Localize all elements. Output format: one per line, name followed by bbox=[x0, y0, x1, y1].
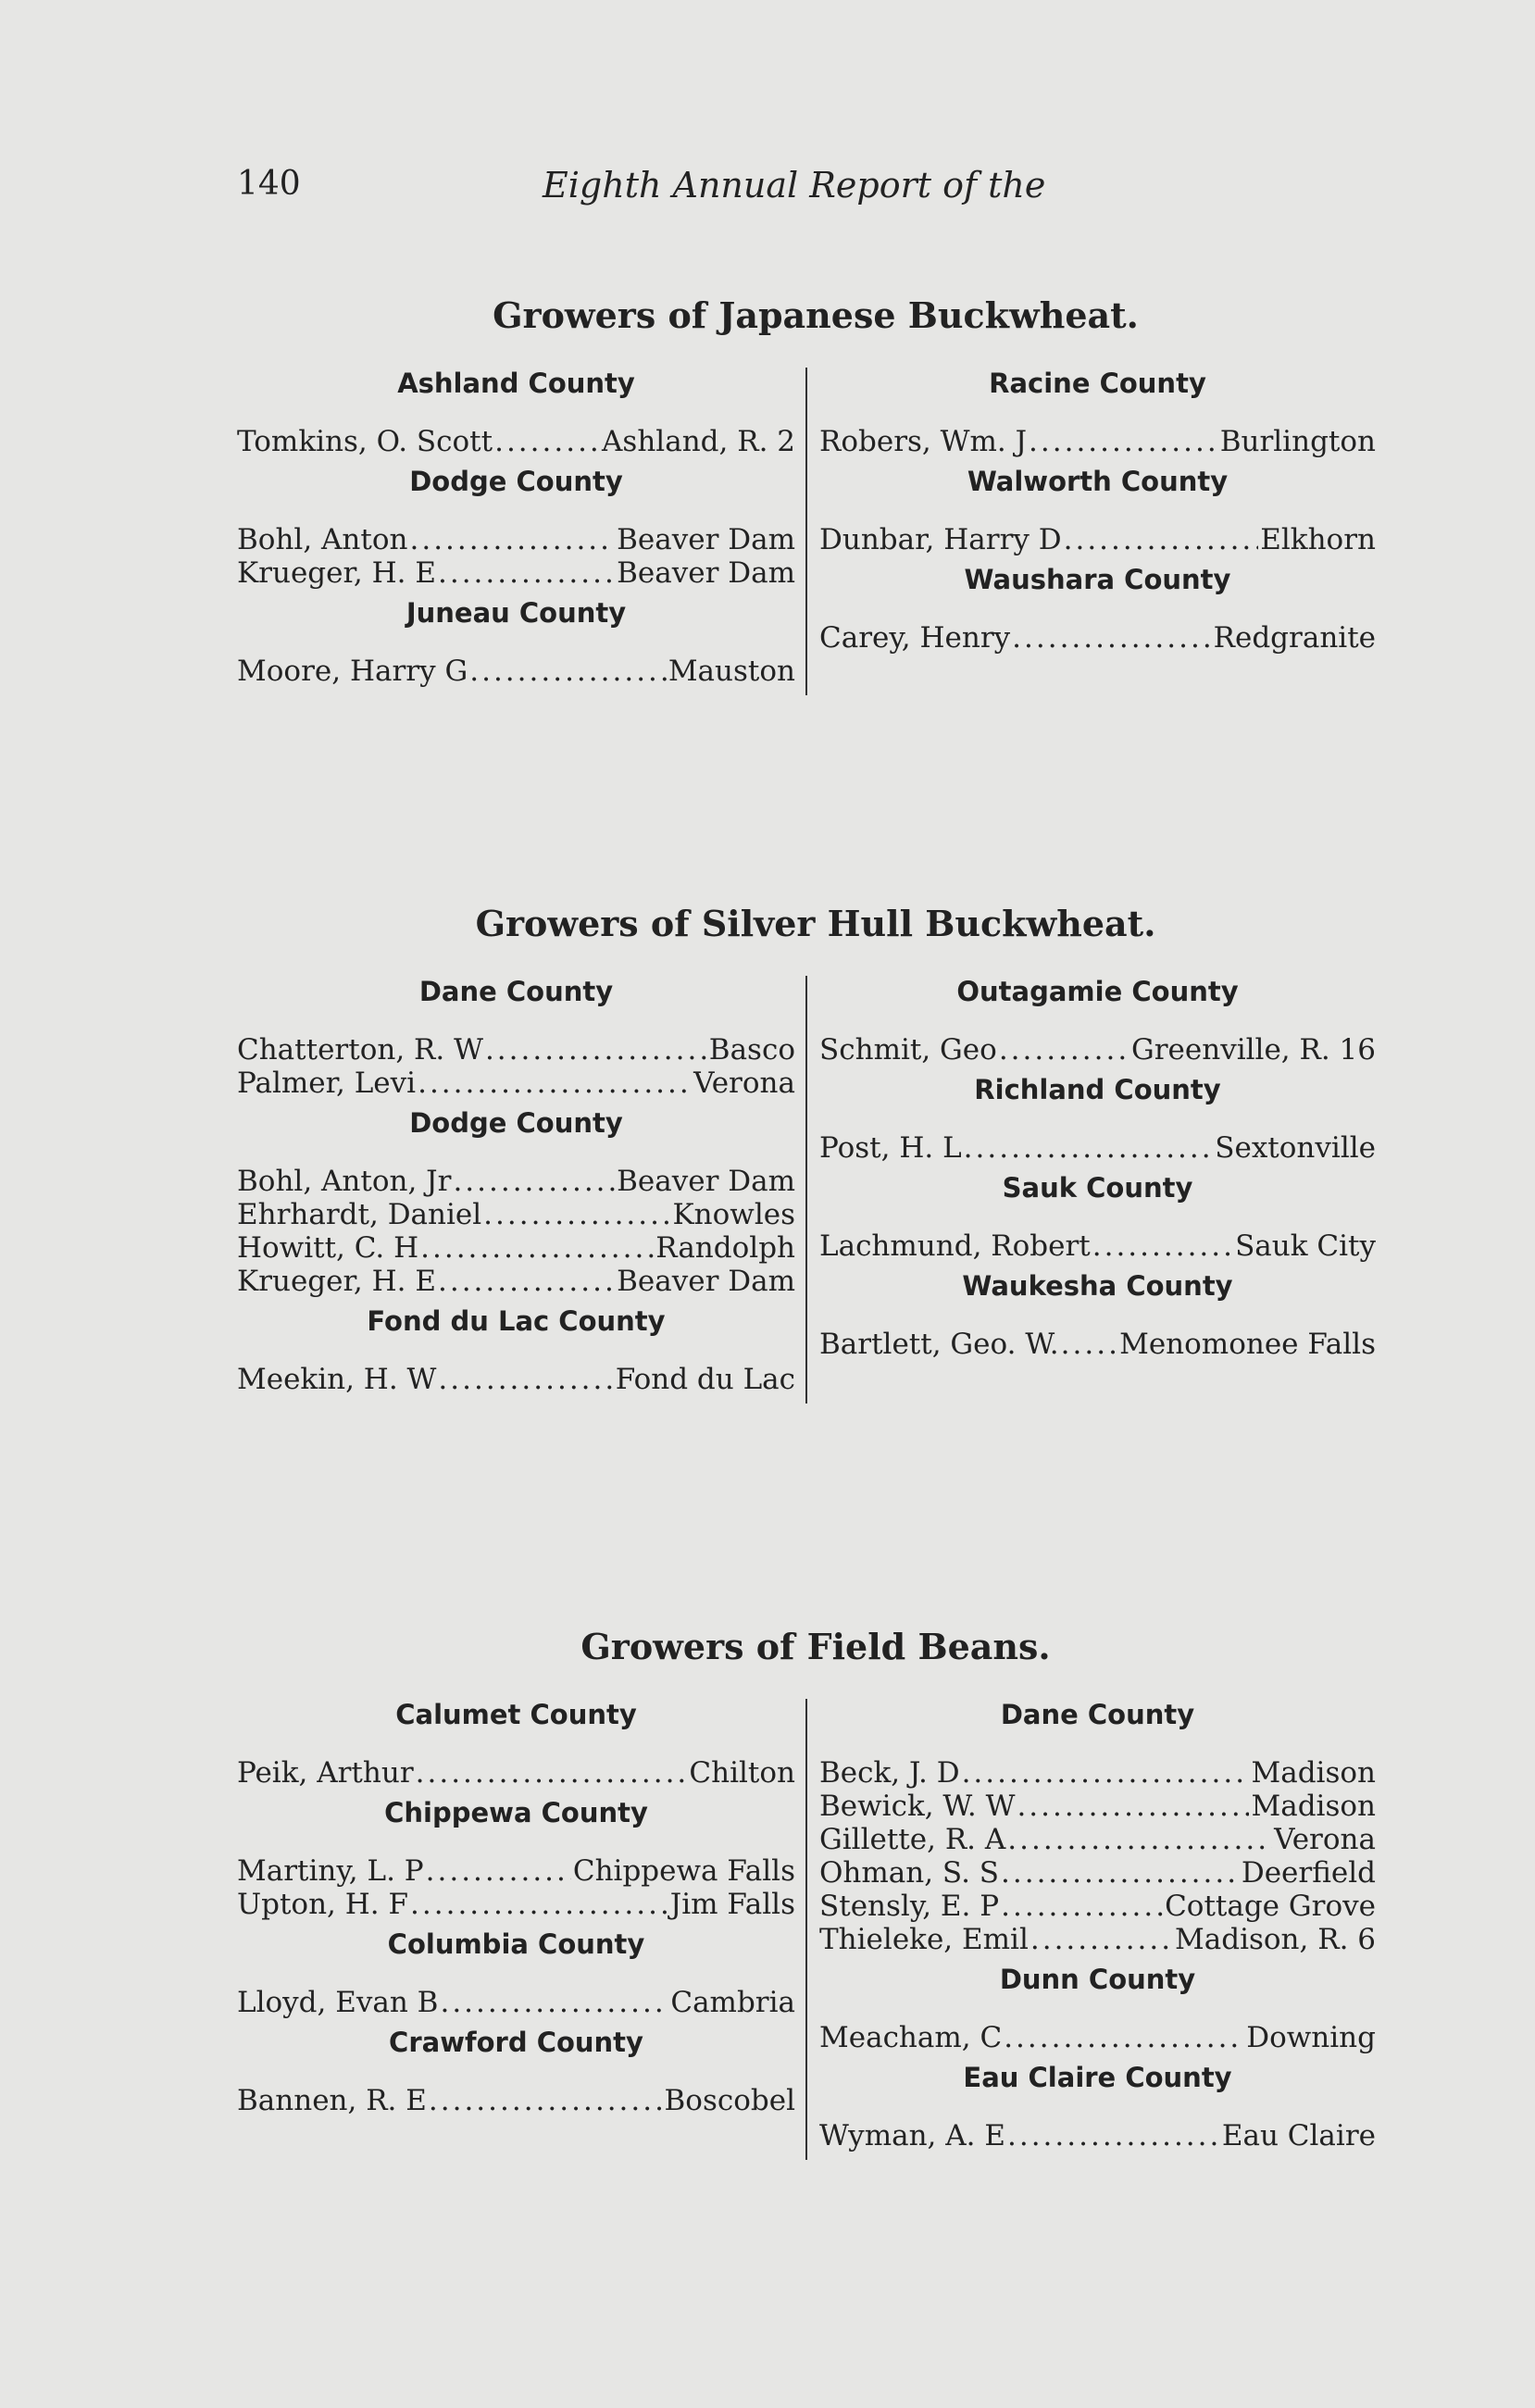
left-column bbox=[237, 976, 806, 1404]
county-block bbox=[237, 466, 795, 597]
grower-name: Wyman, A. E bbox=[819, 2119, 1005, 2152]
grower-entry bbox=[237, 655, 795, 688]
grower-entry bbox=[819, 2021, 1376, 2054]
dot-leader bbox=[453, 1165, 615, 1198]
grower-place: Redgranite bbox=[1213, 621, 1376, 655]
grower-name: Stensly, E. P bbox=[819, 1890, 1000, 1923]
grower-name: Schmit, Geo bbox=[819, 1033, 997, 1067]
dot-leader bbox=[438, 556, 615, 590]
page-number: 140 bbox=[237, 165, 301, 203]
grower-name: Meacham, C bbox=[819, 2021, 1003, 2054]
left-column bbox=[237, 1699, 806, 2160]
grower-place: Jim Falls bbox=[669, 1888, 795, 1921]
section-field-beans bbox=[237, 1626, 1376, 2160]
county-heading: Racine County bbox=[989, 368, 1206, 399]
county-block bbox=[237, 1699, 795, 1797]
grower-name: Peik, Arthur bbox=[237, 1756, 414, 1790]
county-heading: Outagamie County bbox=[956, 976, 1239, 1007]
grower-entry bbox=[819, 1328, 1376, 1361]
column-divider bbox=[805, 1699, 807, 2160]
grower-entry bbox=[237, 556, 795, 590]
dot-leader bbox=[416, 1756, 688, 1790]
county-block bbox=[237, 976, 795, 1107]
grower-place: Eau Claire bbox=[1221, 2119, 1376, 2152]
grower-name: Dunbar, Harry D bbox=[819, 523, 1062, 556]
county-heading: Juneau County bbox=[406, 597, 627, 629]
county-heading: Waushara County bbox=[964, 564, 1231, 595]
grower-place: Greenville, R. 16 bbox=[1130, 1033, 1376, 1067]
grower-entry bbox=[237, 1756, 795, 1790]
dot-leader bbox=[418, 1067, 692, 1100]
dot-leader bbox=[426, 1854, 571, 1888]
grower-place: Beaver Dam bbox=[617, 1165, 795, 1198]
dot-leader bbox=[1064, 523, 1259, 556]
dot-leader bbox=[1061, 1328, 1117, 1361]
county-block bbox=[819, 1270, 1376, 1368]
grower-place: Burlington bbox=[1219, 425, 1376, 458]
grower-entry bbox=[237, 1986, 795, 2019]
grower-place: Randolph bbox=[655, 1231, 795, 1265]
dot-leader bbox=[964, 1131, 1214, 1165]
grower-place: Menomonee Falls bbox=[1119, 1328, 1376, 1361]
county-heading: Waukesha County bbox=[962, 1270, 1233, 1302]
dot-leader bbox=[494, 425, 600, 458]
grower-entry bbox=[237, 1265, 795, 1298]
grower-place: Madison bbox=[1251, 1756, 1376, 1790]
county-block bbox=[819, 976, 1376, 1074]
section-title: Growers of Japanese Buckwheat. bbox=[493, 294, 1139, 336]
grower-place: Verona bbox=[1274, 1823, 1376, 1856]
dot-leader bbox=[1092, 1229, 1233, 1263]
column-divider bbox=[805, 976, 807, 1404]
grower-entry bbox=[819, 1890, 1376, 1923]
grower-entry bbox=[819, 2119, 1376, 2152]
dot-leader bbox=[1030, 1923, 1173, 1956]
grower-place: Sauk City bbox=[1235, 1229, 1376, 1263]
county-heading: Richland County bbox=[974, 1074, 1221, 1105]
right-column bbox=[806, 1699, 1376, 2160]
dot-leader bbox=[485, 1033, 707, 1067]
county-block bbox=[237, 1305, 795, 1404]
dot-leader bbox=[438, 1265, 615, 1298]
grower-place: Downing bbox=[1246, 2021, 1376, 2054]
county-heading: Walworth County bbox=[967, 466, 1229, 497]
grower-place: Madison bbox=[1251, 1790, 1376, 1823]
dot-leader bbox=[420, 1231, 654, 1265]
grower-name: Chatterton, R. W bbox=[237, 1033, 483, 1067]
grower-name: Bartlett, Geo. W. bbox=[819, 1328, 1059, 1361]
left-column bbox=[237, 368, 806, 695]
county-block bbox=[237, 1928, 795, 2027]
grower-name: Ohman, S. S bbox=[819, 1856, 1000, 1890]
county-heading: Crawford County bbox=[389, 2027, 643, 2058]
grower-entry bbox=[237, 1198, 795, 1231]
county-block bbox=[819, 1699, 1376, 1964]
grower-entry bbox=[819, 1033, 1376, 1067]
grower-place: Madison, R. 6 bbox=[1175, 1923, 1376, 1956]
grower-place: Cottage Grove bbox=[1165, 1890, 1376, 1923]
grower-place: Boscobel bbox=[664, 2084, 795, 2117]
grower-entry bbox=[819, 1229, 1376, 1263]
grower-place: Fond du Lac bbox=[615, 1363, 795, 1396]
county-heading: Dodge County bbox=[409, 1107, 623, 1139]
county-heading: Ashland County bbox=[397, 368, 635, 399]
section-japanese-buckwheat bbox=[237, 294, 1376, 695]
county-heading: Dane County bbox=[1000, 1699, 1195, 1730]
grower-name: Lloyd, Evan B bbox=[237, 1986, 439, 2019]
county-heading: Calumet County bbox=[395, 1699, 637, 1730]
grower-entry bbox=[237, 523, 795, 556]
right-column bbox=[806, 368, 1376, 695]
dot-leader bbox=[440, 1986, 668, 2019]
grower-place: Beaver Dam bbox=[617, 523, 795, 556]
grower-place: Beaver Dam bbox=[617, 556, 795, 590]
grower-name: Meekin, H. W bbox=[237, 1363, 437, 1396]
dot-leader bbox=[409, 523, 615, 556]
county-block bbox=[819, 466, 1376, 564]
section-title: Growers of Silver Hull Buckwheat. bbox=[475, 903, 1156, 944]
grower-name: Upton, H. F bbox=[237, 1888, 409, 1921]
dot-leader bbox=[1007, 1823, 1272, 1856]
grower-name: Lachmund, Robert bbox=[819, 1229, 1091, 1263]
county-heading: Dodge County bbox=[409, 466, 623, 497]
columns bbox=[237, 368, 1376, 695]
grower-name: Bohl, Anton bbox=[237, 523, 408, 556]
county-block bbox=[819, 1172, 1376, 1270]
grower-entry bbox=[819, 523, 1376, 556]
dot-leader bbox=[429, 2084, 663, 2117]
grower-entry bbox=[237, 1033, 795, 1067]
county-block bbox=[237, 1107, 795, 1305]
grower-entry bbox=[819, 425, 1376, 458]
grower-entry bbox=[237, 425, 795, 458]
columns bbox=[237, 1699, 1376, 2160]
grower-name: Carey, Henry bbox=[819, 621, 1011, 655]
grower-entry bbox=[819, 1756, 1376, 1790]
dot-leader bbox=[1001, 1856, 1240, 1890]
grower-entry bbox=[819, 1923, 1376, 1956]
grower-entry bbox=[237, 2084, 795, 2117]
grower-name: Krueger, H. E bbox=[237, 556, 436, 590]
right-column bbox=[806, 976, 1376, 1404]
county-block bbox=[819, 2062, 1376, 2160]
county-block bbox=[819, 564, 1376, 662]
grower-place: Chilton bbox=[689, 1756, 795, 1790]
county-block bbox=[819, 1074, 1376, 1172]
grower-place: Knowles bbox=[672, 1198, 795, 1231]
grower-place: Chippewa Falls bbox=[572, 1854, 795, 1888]
grower-name: Post, H. L bbox=[819, 1131, 962, 1165]
county-block bbox=[237, 368, 795, 466]
county-heading: Chippewa County bbox=[384, 1797, 648, 1828]
grower-place: Ashland, R. 2 bbox=[602, 425, 795, 458]
section-silver-hull-buckwheat bbox=[237, 903, 1376, 1404]
grower-entry bbox=[237, 1231, 795, 1265]
grower-name: Beck, J. D bbox=[819, 1756, 960, 1790]
grower-name: Gillette, R. A bbox=[819, 1823, 1006, 1856]
county-heading: Dunn County bbox=[999, 1964, 1196, 1995]
dot-leader bbox=[1029, 425, 1218, 458]
grower-name: Ehrhardt, Daniel bbox=[237, 1198, 482, 1231]
county-heading: Eau Claire County bbox=[963, 2062, 1232, 2093]
grower-entry bbox=[819, 1790, 1376, 1823]
county-heading: Fond du Lac County bbox=[367, 1305, 666, 1337]
grower-name: Krueger, H. E bbox=[237, 1265, 436, 1298]
dot-leader bbox=[1007, 2119, 1220, 2152]
dot-leader bbox=[410, 1888, 668, 1921]
grower-name: Howitt, C. H bbox=[237, 1231, 419, 1265]
grower-name: Martiny, L. P bbox=[237, 1854, 424, 1888]
grower-name: Bohl, Anton, Jr bbox=[237, 1165, 452, 1198]
grower-entry bbox=[237, 1165, 795, 1198]
grower-place: Elkhorn bbox=[1260, 523, 1376, 556]
section-title: Growers of Field Beans. bbox=[580, 1626, 1051, 1667]
dot-leader bbox=[483, 1198, 670, 1231]
grower-place: Beaver Dam bbox=[617, 1265, 795, 1298]
county-block bbox=[819, 368, 1376, 466]
grower-place: Deerfield bbox=[1241, 1856, 1376, 1890]
dot-leader bbox=[962, 1756, 1250, 1790]
dot-leader bbox=[1017, 1790, 1249, 1823]
county-block bbox=[819, 1964, 1376, 2062]
grower-entry bbox=[819, 1823, 1376, 1856]
grower-name: Robers, Wm. J bbox=[819, 425, 1028, 458]
county-block bbox=[237, 2027, 795, 2125]
dot-leader bbox=[438, 1363, 613, 1396]
dot-leader bbox=[469, 655, 667, 688]
dot-leader bbox=[1004, 2021, 1244, 2054]
grower-entry bbox=[237, 1888, 795, 1921]
grower-entry bbox=[819, 621, 1376, 655]
county-heading: Dane County bbox=[418, 976, 614, 1007]
grower-entry bbox=[237, 1854, 795, 1888]
county-heading: Sauk County bbox=[1002, 1172, 1193, 1204]
grower-entry bbox=[819, 1856, 1376, 1890]
county-heading: Columbia County bbox=[387, 1928, 645, 1960]
dot-leader bbox=[999, 1033, 1129, 1067]
grower-name: Moore, Harry G bbox=[237, 655, 468, 688]
grower-entry bbox=[237, 1067, 795, 1100]
grower-name: Thieleke, Emil bbox=[819, 1923, 1029, 1956]
columns bbox=[237, 976, 1376, 1404]
grower-entry bbox=[237, 1363, 795, 1396]
grower-place: Verona bbox=[693, 1067, 795, 1100]
dot-leader bbox=[1012, 621, 1211, 655]
county-block bbox=[237, 597, 795, 695]
grower-name: Palmer, Levi bbox=[237, 1067, 417, 1100]
grower-place: Cambria bbox=[670, 1986, 795, 2019]
grower-place: Sextonville bbox=[1215, 1131, 1376, 1165]
grower-name: Bewick, W. W bbox=[819, 1790, 1016, 1823]
grower-place: Basco bbox=[708, 1033, 795, 1067]
county-block bbox=[237, 1797, 795, 1928]
grower-name: Tomkins, O. Scott bbox=[237, 425, 493, 458]
grower-place: Mauston bbox=[668, 655, 795, 688]
dot-leader bbox=[1001, 1890, 1163, 1923]
column-divider bbox=[805, 368, 807, 695]
running-head bbox=[237, 165, 1070, 211]
running-title: Eighth Annual Report of the bbox=[543, 165, 1046, 206]
grower-name: Bannen, R. E bbox=[237, 2084, 427, 2117]
grower-entry bbox=[819, 1131, 1376, 1165]
